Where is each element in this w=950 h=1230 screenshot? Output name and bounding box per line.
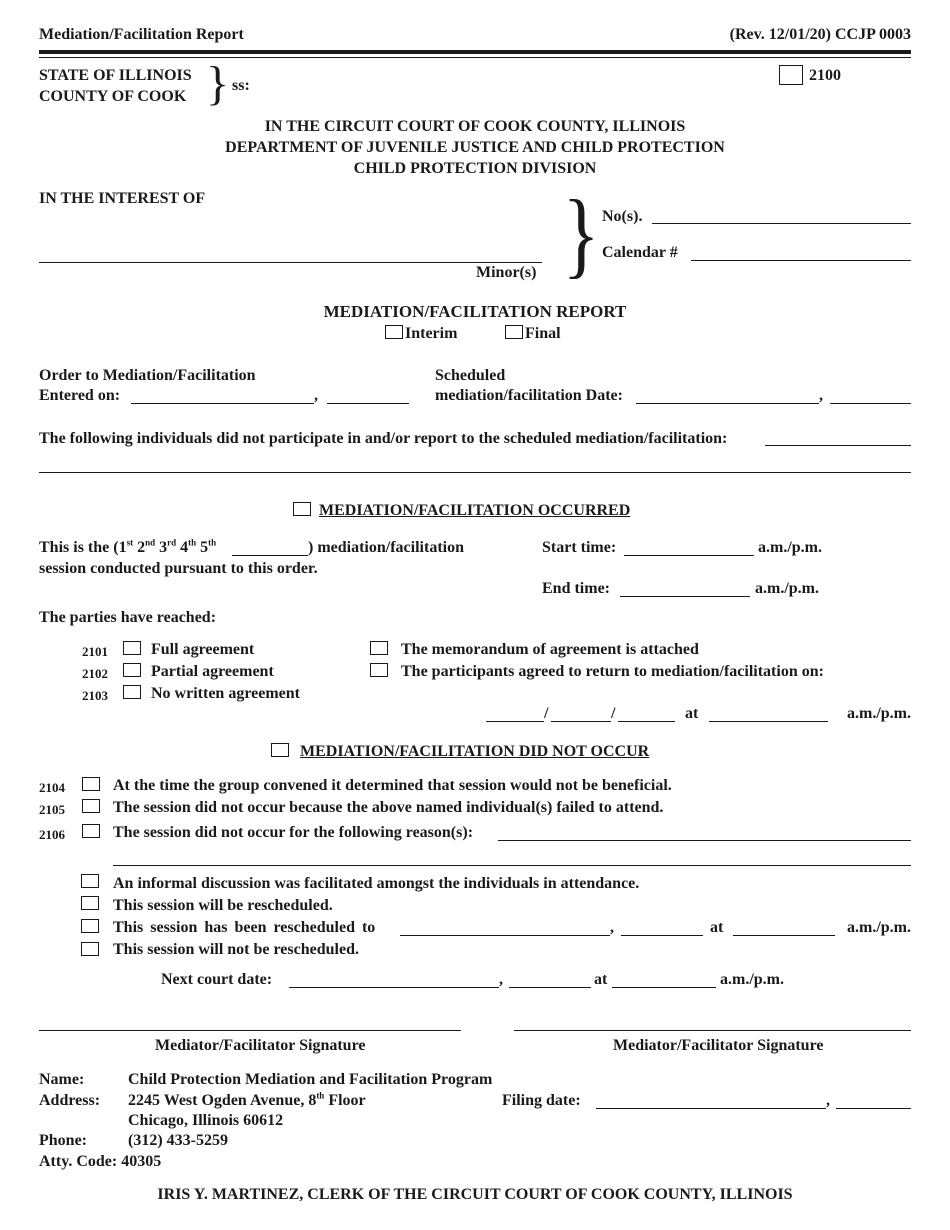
next-court-year-line[interactable] xyxy=(509,987,591,988)
full-agreement-label: Full agreement xyxy=(151,641,255,658)
not-rescheduled-label: This session will not be rescheduled. xyxy=(113,941,359,958)
county-label: COUNTY OF COOK xyxy=(39,88,187,105)
return-day-line[interactable] xyxy=(551,721,611,722)
has-rescheduled-checkbox[interactable] xyxy=(81,919,99,933)
not-beneficial-checkbox[interactable] xyxy=(82,777,100,791)
other-reason-line-2[interactable] xyxy=(113,865,911,866)
case-number-label: No(s). xyxy=(602,208,643,225)
program-name: Child Protection Mediation and Facilitation Program xyxy=(128,1071,493,1088)
return-time-line[interactable] xyxy=(709,721,828,722)
entered-on-year-line[interactable] xyxy=(327,403,409,404)
next-court-label: Next court date: xyxy=(161,971,273,988)
case-brace: } xyxy=(562,180,600,287)
no-agreement-label: No written agreement xyxy=(151,685,300,702)
start-time-label: Start time: xyxy=(542,539,617,556)
scheduled-date-line[interactable] xyxy=(636,403,819,404)
rescheduled-ampm: a.m./p.m. xyxy=(847,919,911,936)
header-rule-thick xyxy=(39,50,911,54)
parties-reached-label: The parties have reached: xyxy=(39,609,217,626)
failed-attend-checkbox[interactable] xyxy=(82,799,100,813)
nonparticipant-label: The following individuals did not participate in and/or report to the scheduled mediation/facilitation: xyxy=(39,430,728,447)
next-court-time-line[interactable] xyxy=(612,987,716,988)
return-checkbox[interactable] xyxy=(370,663,388,677)
filing-date-label: Filing date: xyxy=(502,1092,581,1109)
next-court-date-line[interactable] xyxy=(289,987,499,988)
session-number-text-b: ) mediation/facilitation xyxy=(308,539,464,556)
next-court-ampm: a.m./p.m. xyxy=(720,971,784,988)
name-label: Name: xyxy=(39,1071,85,1088)
code-2103: 2103 xyxy=(82,688,108,703)
code-2102: 2102 xyxy=(82,666,108,681)
session-conducted-text: session conducted pursuant to this order. xyxy=(39,560,318,577)
end-ampm: a.m./p.m. xyxy=(755,580,819,597)
state-label: STATE OF ILLINOIS xyxy=(39,67,192,84)
failed-attend-label: The session did not occur because the above named individual(s) failed to attend. xyxy=(113,799,664,816)
full-agreement-checkbox[interactable] xyxy=(123,641,141,655)
filing-year-line[interactable] xyxy=(836,1108,911,1109)
address-line-2: Chicago, Illinois 60612 xyxy=(128,1112,284,1129)
ss-label: ss: xyxy=(232,77,250,94)
code-2104: 2104 xyxy=(39,780,65,795)
has-rescheduled-label: This session has been rescheduled to xyxy=(113,919,376,936)
revision-code: (Rev. 12/01/20) CCJP 0003 xyxy=(729,26,911,43)
final-label: Final xyxy=(525,325,561,342)
not-occurred-checkbox[interactable] xyxy=(271,743,289,757)
calendar-line[interactable] xyxy=(691,260,911,261)
division-name: CHILD PROTECTION DIVISION xyxy=(353,160,597,177)
entered-on-date-line[interactable] xyxy=(131,403,314,404)
interest-label: IN THE INTEREST OF xyxy=(39,190,206,207)
code-2105: 2105 xyxy=(39,802,65,817)
final-checkbox[interactable] xyxy=(505,325,523,339)
signature-label-2: Mediator/Facilitator Signature xyxy=(613,1037,824,1054)
rescheduled-time-line[interactable] xyxy=(733,935,835,936)
informal-checkbox[interactable] xyxy=(81,874,99,888)
filing-date-line[interactable] xyxy=(596,1108,826,1109)
minor-label: Minor(s) xyxy=(476,264,537,281)
address-line-1: 2245 West Ogden Avenue, 8th Floor xyxy=(128,1090,366,1109)
session-number-line[interactable] xyxy=(232,555,308,556)
code-2106: 2106 xyxy=(39,827,65,842)
memo-attached-label: The memorandum of agreement is attached xyxy=(401,641,699,658)
interim-label: Interim xyxy=(405,325,458,342)
no-agreement-checkbox[interactable] xyxy=(123,685,141,699)
case-number-line[interactable] xyxy=(652,223,911,224)
form-title: Mediation/Facilitation Report xyxy=(39,26,244,43)
partial-agreement-label: Partial agreement xyxy=(151,663,274,680)
partial-agreement-checkbox[interactable] xyxy=(123,663,141,677)
interim-checkbox[interactable] xyxy=(385,325,403,339)
occurred-checkbox[interactable] xyxy=(293,502,311,516)
signature-line-2[interactable] xyxy=(514,1030,911,1031)
signature-line-1[interactable] xyxy=(39,1030,461,1031)
rescheduled-at: at xyxy=(710,919,724,936)
checkbox-2100[interactable] xyxy=(779,65,803,85)
informal-label: An informal discussion was facilitated amongst the individuals in attendance. xyxy=(113,875,640,892)
code-2101: 2101 xyxy=(82,644,108,659)
next-court-at: at xyxy=(594,971,608,988)
other-reason-label: The session did not occur for the following reason(s): xyxy=(113,824,474,841)
address-label: Address: xyxy=(39,1092,101,1109)
scheduled-year-line[interactable] xyxy=(830,403,911,404)
return-ampm: a.m./p.m. xyxy=(847,705,911,722)
signature-label-1: Mediator/Facilitator Signature xyxy=(155,1037,366,1054)
return-at: at xyxy=(685,705,699,722)
other-reason-line-1[interactable] xyxy=(498,840,911,841)
not-beneficial-label: At the time the group convened it determined that session would not be beneficial. xyxy=(113,777,672,794)
scheduled-label: Scheduled xyxy=(435,367,506,384)
order-label: Order to Mediation/Facilitation xyxy=(39,367,256,384)
department-name: DEPARTMENT OF JUVENILE JUSTICE AND CHILD PROTECTION xyxy=(225,139,725,156)
rescheduled-year-line[interactable] xyxy=(621,935,703,936)
phone-label: Phone: xyxy=(39,1132,87,1149)
return-year-line[interactable] xyxy=(618,721,675,722)
start-ampm: a.m./p.m. xyxy=(758,539,822,556)
entered-on-label: Entered on: xyxy=(39,387,121,404)
calendar-label: Calendar # xyxy=(602,244,678,261)
code-2100: 2100 xyxy=(809,67,841,84)
header-rule-thin xyxy=(39,57,911,58)
scheduled-date-label: mediation/facilitation Date: xyxy=(435,387,623,404)
atty-code: Atty. Code: 40305 xyxy=(39,1153,162,1170)
not-rescheduled-checkbox[interactable] xyxy=(81,942,99,956)
clerk-footer: IRIS Y. MARTINEZ, CLERK OF THE CIRCUIT COURT OF COOK COUNTY, ILLINOIS xyxy=(157,1186,793,1203)
other-reason-checkbox[interactable] xyxy=(82,824,100,838)
phone-number: (312) 433-5259 xyxy=(128,1132,228,1149)
nonparticipant-line-2[interactable] xyxy=(39,472,911,473)
start-time-line[interactable] xyxy=(624,555,754,556)
rescheduled-date-line[interactable] xyxy=(400,935,610,936)
will-reschedule-label: This session will be rescheduled. xyxy=(113,897,333,914)
return-label: The participants agreed to return to mediation/facilitation on: xyxy=(401,663,824,680)
court-name: IN THE CIRCUIT COURT OF COOK COUNTY, ILLINOIS xyxy=(264,118,686,135)
minor-name-line[interactable] xyxy=(39,262,542,263)
nonparticipant-line-1[interactable] xyxy=(765,445,911,446)
occurred-title: MEDIATION/FACILITATION OCCURRED xyxy=(319,502,631,519)
venue-brace: } xyxy=(206,57,230,110)
end-time-line[interactable] xyxy=(620,596,750,597)
session-number-text: This is the (1st 2nd 3rd 4th 5th xyxy=(39,537,217,556)
return-month-line[interactable] xyxy=(486,721,544,722)
end-time-label: End time: xyxy=(542,580,610,597)
will-reschedule-checkbox[interactable] xyxy=(81,896,99,910)
not-occurred-title: MEDIATION/FACILITATION DID NOT OCCUR xyxy=(300,743,650,760)
memo-attached-checkbox[interactable] xyxy=(370,641,388,655)
report-title: MEDIATION/FACILITATION REPORT xyxy=(323,302,627,321)
